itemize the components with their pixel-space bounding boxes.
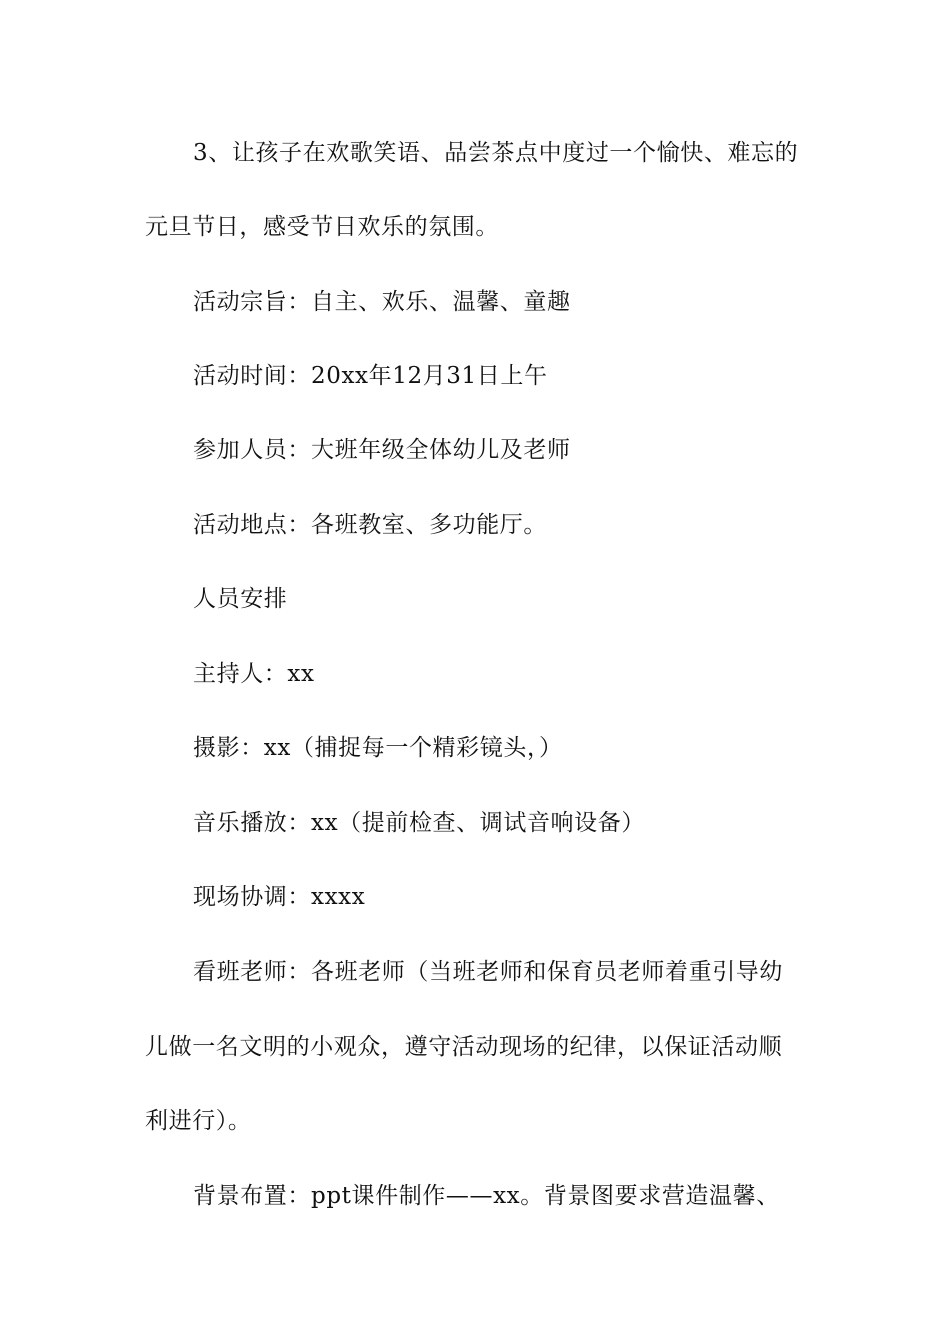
- class-teacher-line-3: 利进行）。: [145, 1108, 252, 1134]
- paragraph-goal-3-line-1: 3、让孩子在欢歌笑语、品尝茶点中度过一个愉快、难忘的: [193, 140, 799, 166]
- activity-time: 活动时间：20xx年12月31日上午: [193, 363, 548, 389]
- onsite-coordination: 现场协调：xxxx: [193, 884, 366, 910]
- background-setup: 背景布置：ppt课件制作——xx。背景图要求营造温馨、: [193, 1183, 780, 1209]
- music-playback: 音乐播放：xx（提前检查、调试音响设备）: [193, 810, 645, 836]
- activity-purpose: 活动宗旨：自主、欢乐、温馨、童趣: [193, 289, 571, 315]
- photography: 摄影：xx（捕捉每一个精彩镜头，）: [193, 735, 563, 761]
- class-teacher-line-1: 看班老师：各班老师（当班老师和保育员老师着重引导幼: [193, 959, 783, 985]
- staff-arrangement-heading: 人员安排: [193, 586, 288, 612]
- host: 主持人：xx: [193, 661, 315, 687]
- participants: 参加人员：大班年级全体幼儿及老师: [193, 437, 571, 463]
- paragraph-goal-3-line-2: 元旦节日，感受节日欢乐的氛围。: [145, 214, 499, 240]
- class-teacher-line-2: 儿做一名文明的小观众，遵守活动现场的纪律，以保证活动顺: [145, 1034, 783, 1060]
- activity-location: 活动地点：各班教室、多功能厅。: [193, 512, 547, 538]
